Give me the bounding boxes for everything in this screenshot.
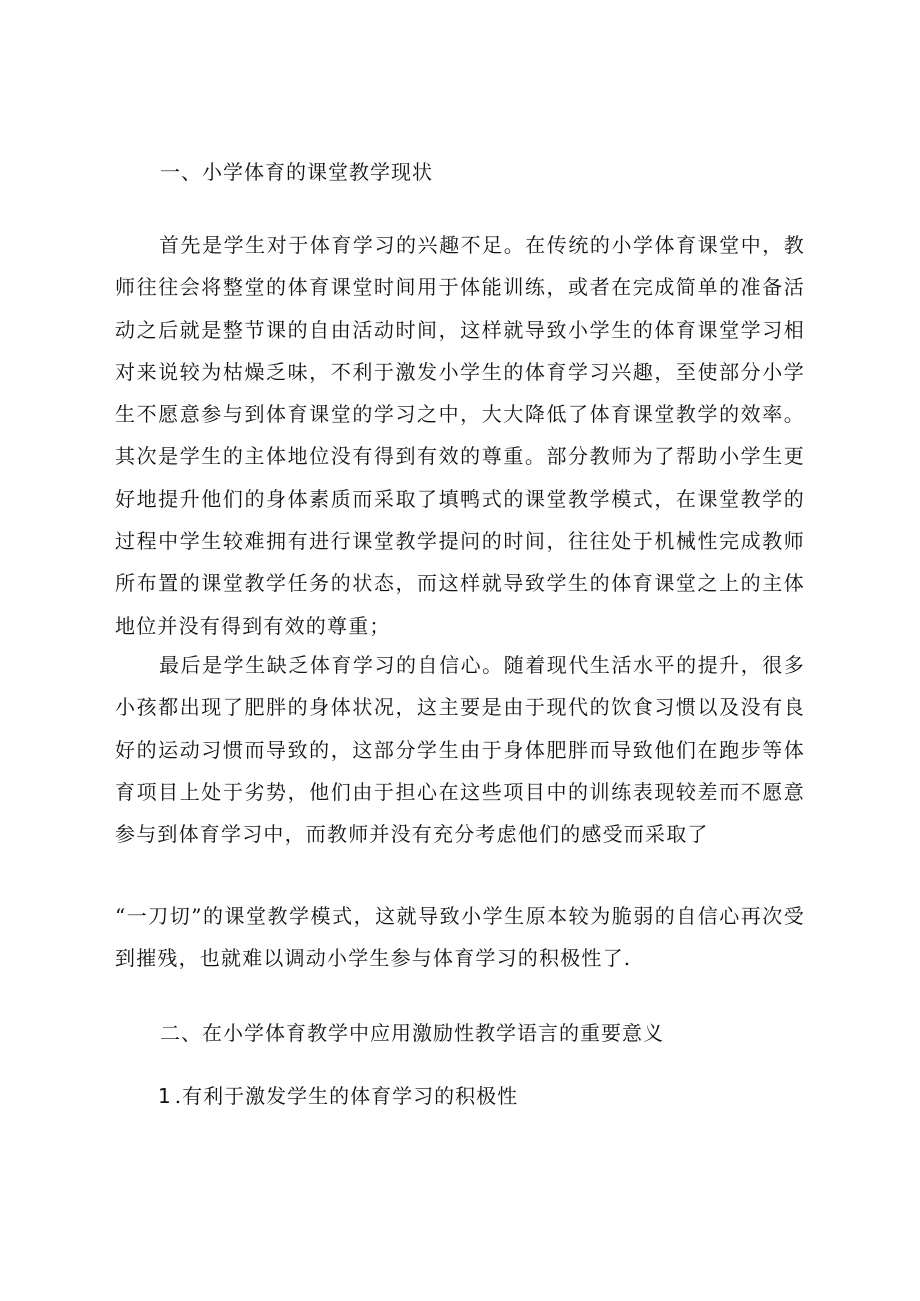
list-item-number: 1 [158, 1084, 175, 1108]
paragraph-confidence: 最后是学生缺乏体育学习的自信心。随着现代生活水平的提升，很多小孩都出现了肥胖的身体状况，这主要是由于现代的饮食习惯以及没有良好的运动习惯而导致的，这部分学生由于身体肥胖而导致他们在跑步等体育项目上处于劣势，他们由于担心在这些项目中的训练表现较差而不愿意参与到体育学习中，而教师并没有充分考虑他们的感受而采取了 [115, 653, 805, 847]
list-item-text: .有利于激发学生的体育学习的积极性 [174, 1084, 519, 1108]
section-heading-2: 二、在小学体育教学中应用激励性教学语言的重要意义 [160, 1021, 664, 1045]
list-item-1 [158, 1082, 518, 1110]
paragraph-one-size-fits-all: “一刀切”的课堂教学模式，这就导致小学生原本较为脆弱的自信心再次受到摧残，也就难以调动小学生参与体育学习的积极性了. [115, 904, 805, 970]
section-heading-1: 一、小学体育的课堂教学现状 [160, 160, 433, 184]
paragraph-interest: 首先是学生对于体育学习的兴趣不足。在传统的小学体育课堂中，教师往往会将整堂的体育课堂时间用于体能训练，或者在完成简单的准备活动之后就是整节课的自由活动时间，这样就导致小学生的体育课堂学习相对来说较为枯燥乏味，不利于激发小学生的体育学习兴趣，至使部分小学生不愿意参与到体育课堂的学习之中，大大降低了体育课堂教学的效率。其次是学生的主体地位没有得到有效的尊重。部分教师为了帮助小学生更好地提升他们的身体素质而采取了填鸭式的课堂教学模式，在课堂教学的过程中学生较难拥有进行课堂教学提问的时间，往往处于机械性完成教师所布置的课堂教学任务的状态，而这样就导致学生的体育课堂之上的主体地位并没有得到有效的尊重； [115, 233, 805, 638]
